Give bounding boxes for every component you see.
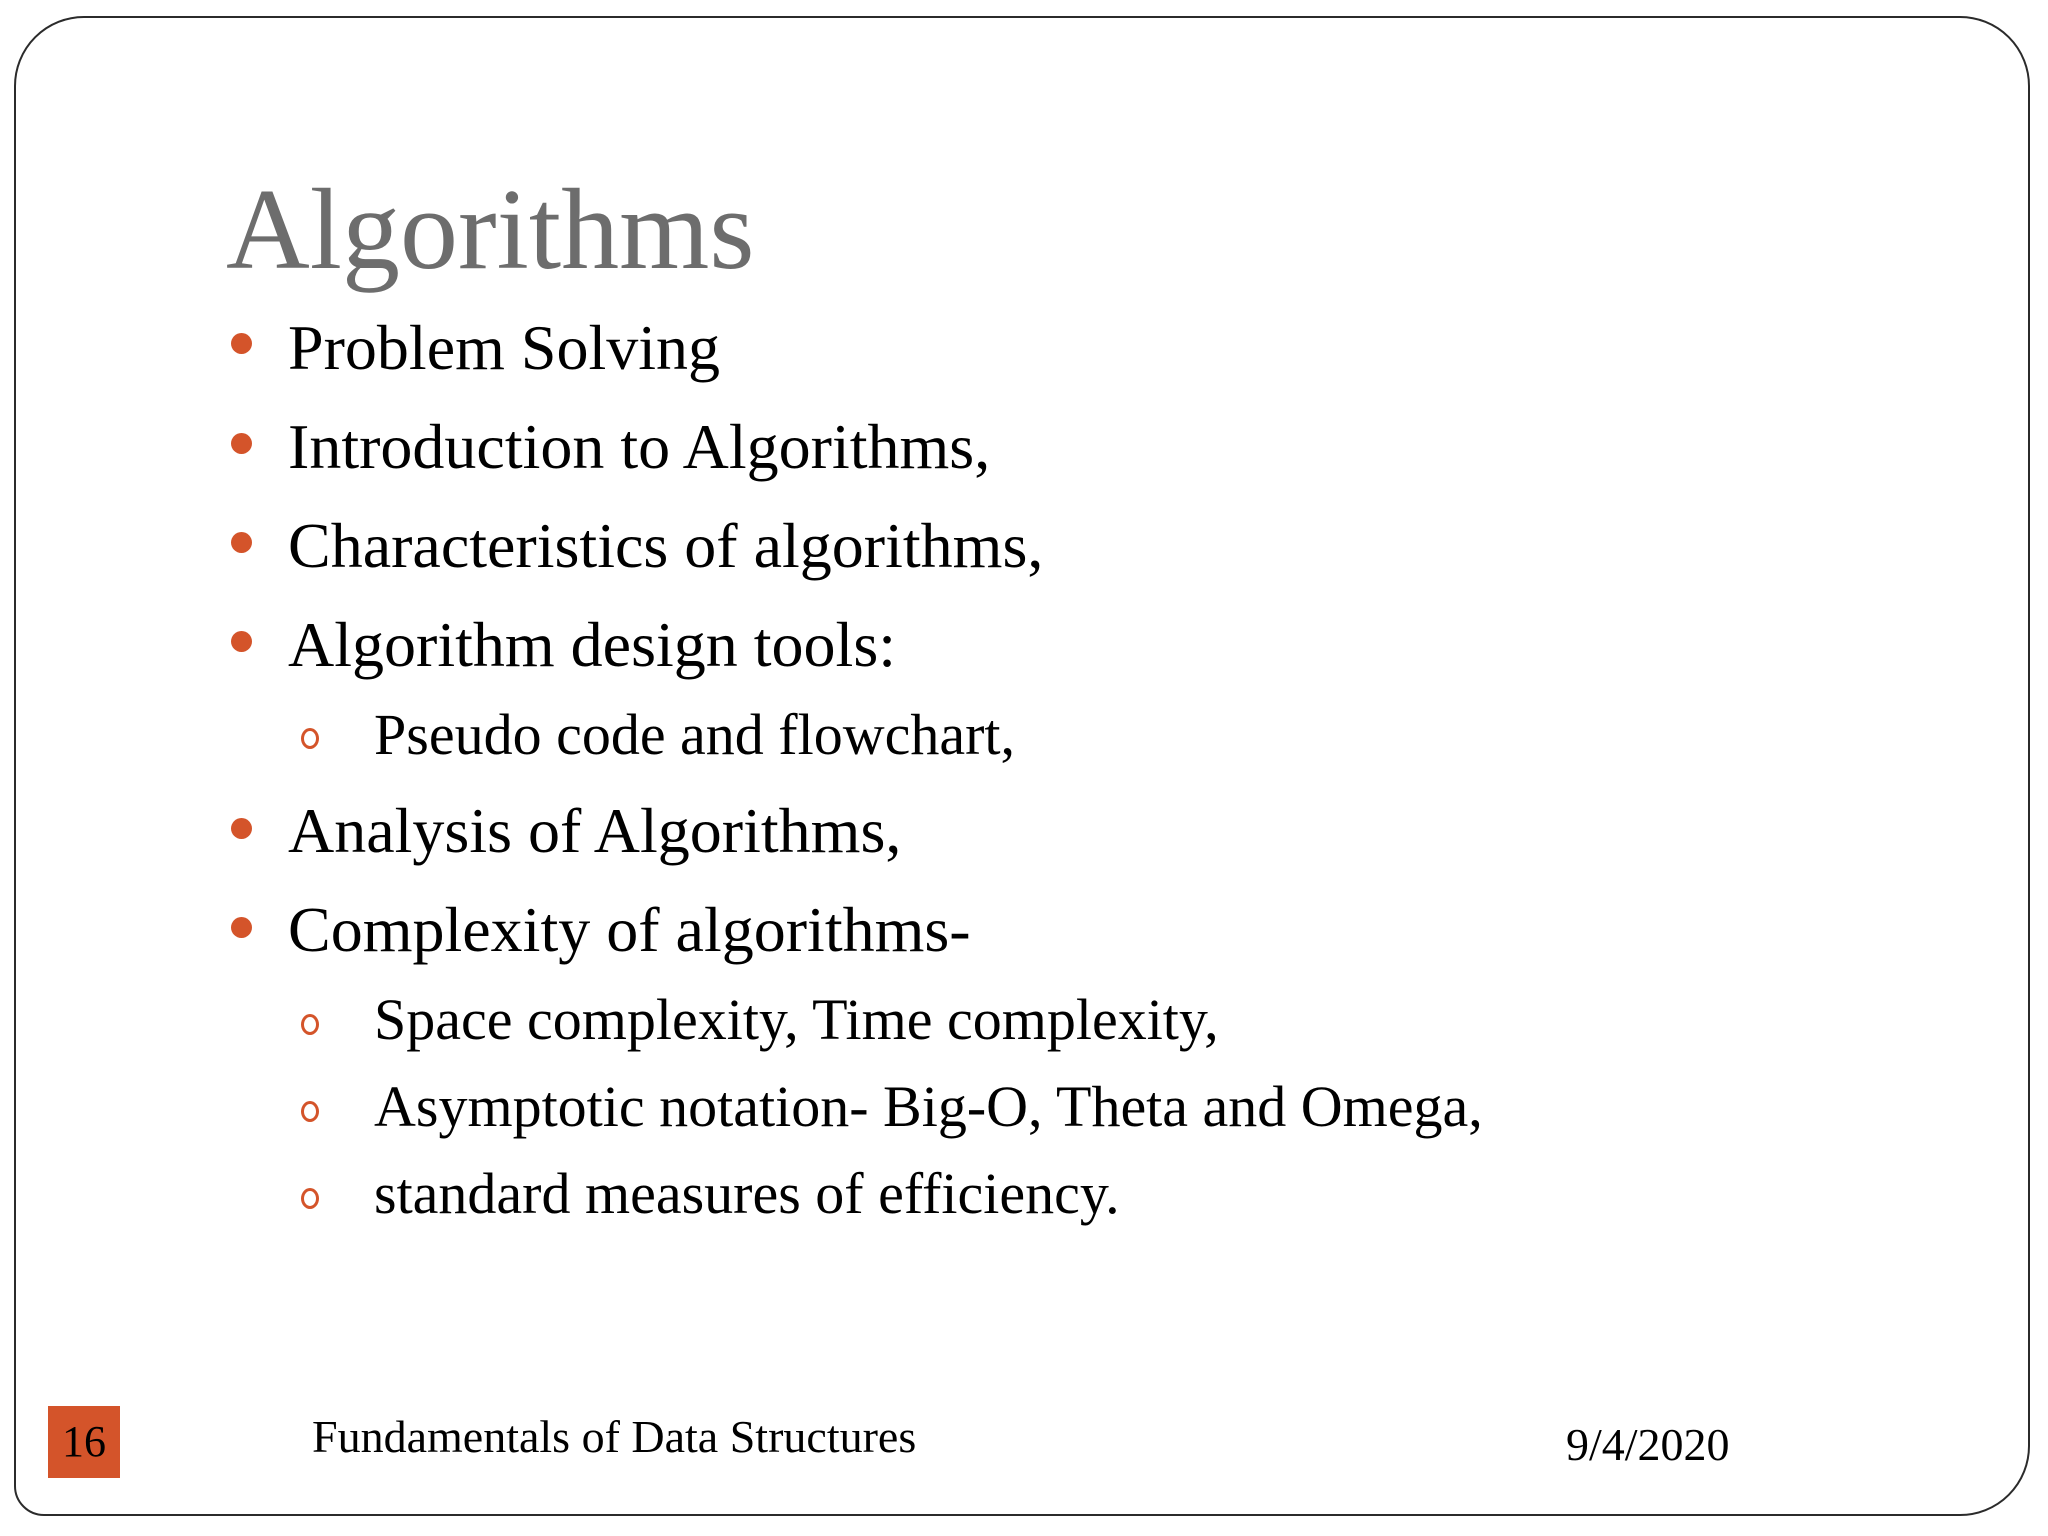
sub-bullet-ring-icon: [301, 1101, 319, 1122]
bullet-item: Analysis of Algorithms,: [288, 795, 902, 866]
bullet-item: Characteristics of algorithms,: [288, 510, 1044, 581]
bullet-item: Algorithm design tools:: [288, 609, 896, 680]
sub-bullet-item: Asymptotic notation- Big-O, Theta and Omega,: [374, 1074, 1483, 1139]
bullet-dot-icon: [231, 631, 252, 652]
sub-bullet-item: standard measures of efficiency.: [374, 1161, 1120, 1226]
bullet-dot-icon: [231, 433, 252, 454]
footer-date: 9/4/2020: [1566, 1419, 1730, 1470]
bullet-dot-icon: [231, 333, 252, 354]
sub-bullet-ring-icon: [301, 728, 319, 749]
bullet-dot-icon: [231, 532, 252, 553]
slide-number: 16: [48, 1406, 120, 1478]
sub-bullet-item: Space complexity, Time complexity,: [374, 987, 1219, 1052]
sub-bullet-ring-icon: [301, 1014, 319, 1035]
sub-bullet-ring-icon: [301, 1188, 319, 1209]
footer-course-title: Fundamentals of Data Structures: [312, 1411, 917, 1462]
bullet-dot-icon: [231, 917, 252, 938]
sub-bullet-item: Pseudo code and flowchart,: [374, 702, 1016, 767]
bullet-dot-icon: [231, 818, 252, 839]
bullet-item: Introduction to Algorithms,: [288, 411, 991, 482]
bullet-item: Complexity of algorithms-: [288, 894, 971, 965]
slide-title: Algorithms: [226, 166, 755, 294]
bullet-item: Problem Solving: [288, 312, 721, 383]
